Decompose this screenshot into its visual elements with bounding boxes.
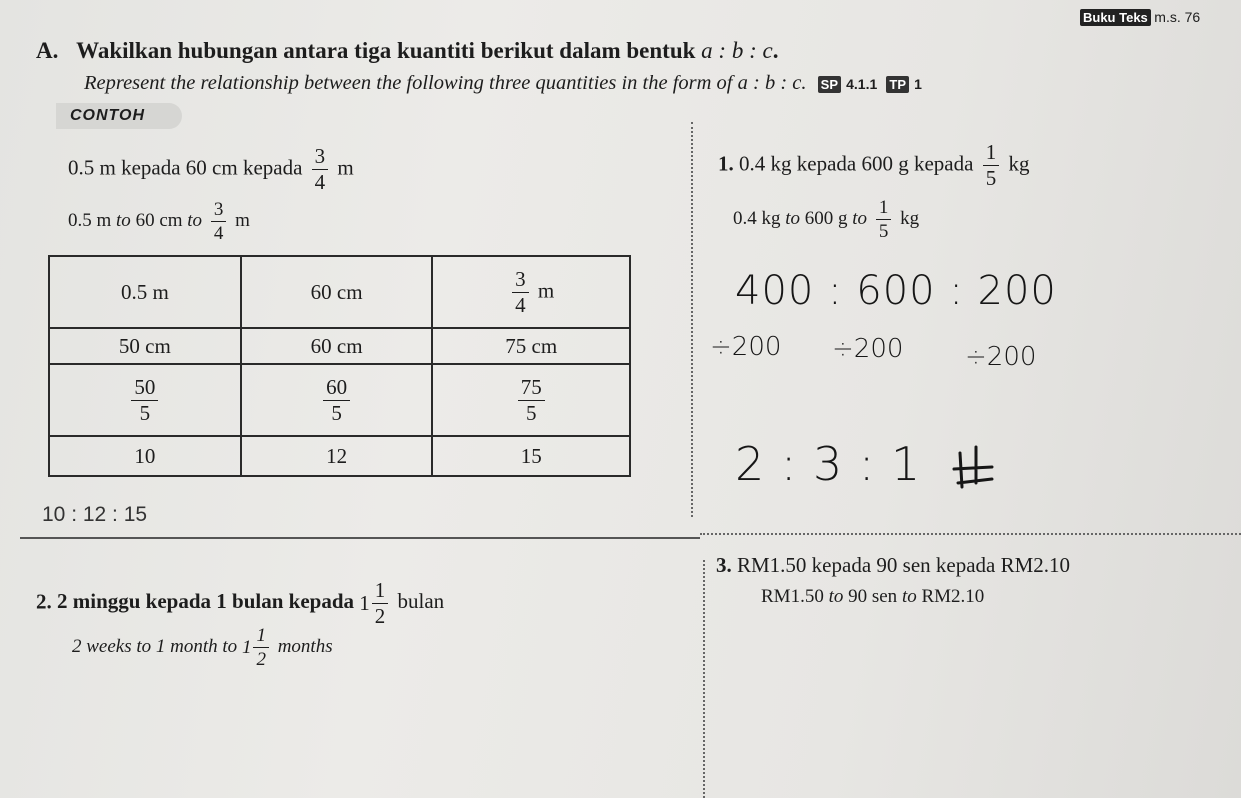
q3-statement-ms: 3. RM1.50 kepada 90 sen kepada RM2.10 xyxy=(716,553,1071,577)
table-cell: $\frac{50}{5}$ xyxy=(49,364,241,436)
tp-badge: TP xyxy=(886,76,909,93)
sp-badge: SP xyxy=(818,76,841,93)
section-title-ms-form: a : b : c xyxy=(701,38,773,63)
table-row xyxy=(49,256,630,328)
q1-handwritten-ratio: 400 : 600 : 200 xyxy=(735,268,1057,314)
table-cell: $\frac{3}{4}$ m xyxy=(432,256,630,328)
example-label: CONTOH xyxy=(70,107,146,124)
example-unit: m xyxy=(337,155,354,180)
example-fraction: $\frac{3}{4}$ xyxy=(312,146,329,193)
q2-statement-en: 2 weeks to 1 month to 1 $\frac{1}{2}$ months xyxy=(72,625,333,670)
table-cell: 15 xyxy=(432,436,630,476)
q2-mixed-number: 1 $\frac{1}{2}$ xyxy=(359,580,392,627)
tp-level: 1 xyxy=(914,76,922,92)
section-title-en: Represent the relationship between the following three quantities in the form of a : b : c. SP 4.1.1 TP 1 xyxy=(84,72,922,94)
row-divider xyxy=(700,533,1241,535)
q3-statement-en: RM1.50 to 90 sen to RM2.10 xyxy=(761,586,985,607)
table-row xyxy=(49,328,630,364)
q2-number: 2. xyxy=(36,589,52,614)
q1-handwritten-divide-c: ÷200 xyxy=(965,342,1037,372)
sp-code: 4.1.1 xyxy=(846,76,878,92)
table-cell: 60 cm xyxy=(241,328,433,364)
example-statement-en: 0.5 m to 60 cm to $\frac{3}{4}$ m xyxy=(68,199,250,244)
q1-handwritten-answer: 2 : 3 : 1 xyxy=(735,437,922,491)
example-en-fraction: $\frac{3}{4}$ xyxy=(211,200,227,243)
example-table xyxy=(48,255,631,477)
table-cell: 60 cm xyxy=(241,256,433,328)
example-answer: 10 : 12 : 15 xyxy=(42,503,148,526)
table-cell: $\frac{60}{5}$ xyxy=(241,364,433,436)
q1-number: 1. xyxy=(718,151,734,176)
q1-handwritten-divide-b: ÷200 xyxy=(832,334,904,364)
page-reference: m.s. 76 xyxy=(1154,9,1201,25)
q1-statement-ms: 1. 0.4 kg kepada 600 g kepada $\frac{1}{5}$ kg xyxy=(718,140,1030,190)
example-statement-ms xyxy=(68,146,354,193)
table-cell: 0.5 m xyxy=(49,256,241,328)
textbook-badge: Buku Teks xyxy=(1080,9,1151,26)
column-divider xyxy=(691,122,693,517)
column-divider-lower xyxy=(703,560,705,798)
section-letter: A. xyxy=(36,38,59,63)
table-row xyxy=(49,436,630,476)
tick-mark-icon xyxy=(952,445,1002,490)
q1-handwritten-divide-a: ÷200 xyxy=(710,332,782,362)
section-title-ms: A. Wakilkan hubungan antara tiga kuantiti berikut dalam bentuk a : b : c. xyxy=(36,38,779,63)
table-row xyxy=(49,364,630,436)
q2-statement-ms: 2. 2 minggu kepada 1 bulan kepada 1 $\frac{1}{2}$ bulan xyxy=(36,578,445,628)
table-cell: $\frac{75}{5}$ xyxy=(432,364,630,436)
textbook-reference xyxy=(1080,9,1200,27)
q3-number: 3. xyxy=(716,553,732,577)
section-title-ms-text: Wakilkan hubungan antara tiga kuantiti berikut dalam bentuk xyxy=(76,38,702,63)
section-title-en-form: a : b : c xyxy=(737,72,802,94)
q1-fraction: $\frac{1}{5}$ xyxy=(983,142,1000,189)
table-cell: 50 cm xyxy=(49,328,241,364)
example-ms-text: 0.5 m kepada 60 cm kepada xyxy=(68,155,303,180)
example-label-bar xyxy=(56,103,182,129)
table-cell: 10 xyxy=(49,436,241,476)
section-title-en-text: Represent the relationship between the following three quantities in the form of xyxy=(84,72,738,94)
table-cell: 75 cm xyxy=(432,328,630,364)
q1-statement-en: 0.4 kg to 600 g to $\frac{1}{5}$ kg xyxy=(733,197,920,242)
example-bottom-rule xyxy=(20,537,700,539)
table-cell: 12 xyxy=(241,436,433,476)
